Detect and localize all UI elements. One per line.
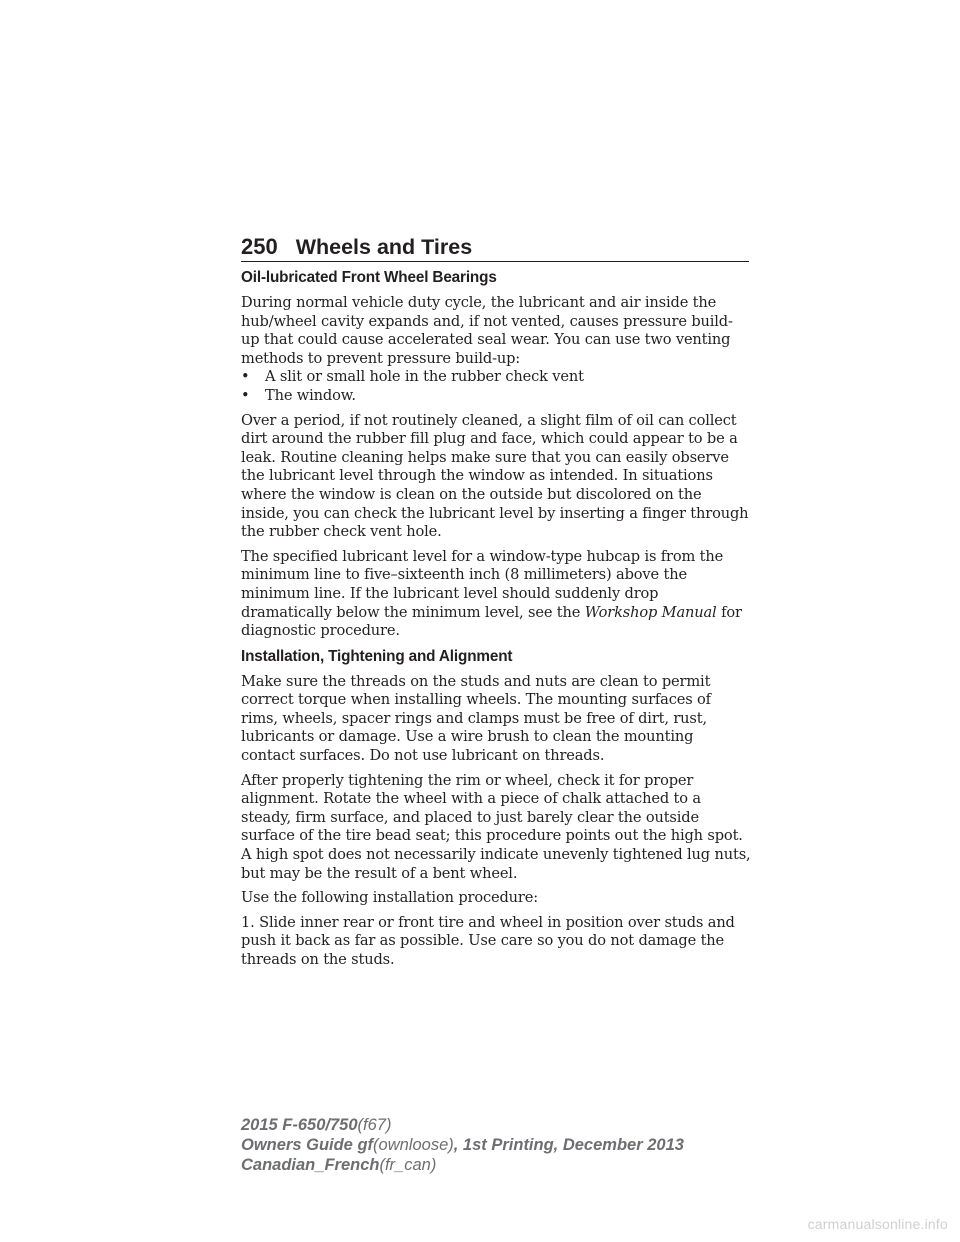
- section-title: Wheels and Tires: [295, 235, 473, 259]
- page-number: 250: [241, 234, 278, 259]
- footer-locale: (fr_can): [379, 1156, 437, 1174]
- heading-installation: Installation, Tightening and Alignment: [241, 647, 513, 665]
- paragraph: Over a period, if not routinely cleaned, a slight film of oil can collect dirt around the rubber fill plug and face, which could appear to be a leak. Routine cleaning helps make sure that you can easily observe the lubricant level through the window as intended. In situations where the window is clean on the outside but discolored on the inside, you can check the lubricant level by inserting a finger through the rubber check vent hole.: [241, 411, 749, 541]
- footer-printing: , 1st Printing, December 2013: [453, 1136, 684, 1154]
- list-item: [241, 368, 751, 387]
- footer-model: 2015 F-650/750: [241, 1116, 358, 1134]
- footer-binding: (ownloose): [373, 1136, 454, 1154]
- print-footer: [241, 1115, 684, 1175]
- page-content: [241, 268, 751, 976]
- paragraph: During normal vehicle duty cycle, the lubricant and air inside the hub/wheel cavity expands and, if not vented, causes pressure build-up that could cause accelerated seal wear. You can use two venting methods to prevent pressure build-up:: [241, 294, 733, 367]
- page-header: [241, 229, 749, 262]
- footer-line: [241, 1135, 684, 1155]
- heading-bearings: Oil-lubricated Front Wheel Bearings: [241, 269, 497, 286]
- paragraph: Make sure the threads on the studs and nuts are clean to permit correct torque when installing wheels. The mounting surfaces of rims, wheels, spacer rings and clamps must be free of dirt, rust, lubricants or damage. Use a wire brush to clean the mounting contact surfaces. Do not use lubricant on threads.: [241, 672, 711, 765]
- paragraph: [241, 548, 751, 641]
- paragraph: 1. Slide inner rear or front tire and wheel in position over studs and push it back as far as possible. Use care so you do not damage the threads on the studs.: [241, 913, 735, 968]
- footer-line: [241, 1155, 684, 1175]
- list-item-text: A slit or small hole in the rubber check vent: [265, 368, 584, 386]
- paragraph-text: for diagnostic procedure.: [241, 603, 742, 640]
- paragraph: After properly tightening the rim or wheel, check it for proper alignment. Rotate the wheel with a piece of chalk attached to a steady, firm surface, and placed to just barely clear the outside surface of the tire bead seat; this procedure points out the high spot. A high spot does not necessarily indicate unevenly tightened lug nuts, but may be the result of a bent wheel.: [241, 771, 751, 882]
- workshop-manual-reference: Workshop Manual: [584, 603, 717, 621]
- list-item: [241, 387, 751, 406]
- footer-code: (f67): [357, 1116, 392, 1134]
- footer-language: Canadian_French: [241, 1156, 380, 1174]
- footer-guide: Owners Guide gf: [241, 1136, 374, 1154]
- bullet-icon: •: [241, 368, 250, 386]
- paragraph: Use the following installation procedure:: [241, 889, 538, 907]
- paragraph-text: The specified lubricant level for a window-type hubcap is from the minimum line to five–sixteenth inch (8 millimeters) above the minimum line. If the lubricant level should suddenly drop dramatically below the minimum level, see the: [241, 547, 724, 621]
- bullet-list: [241, 368, 751, 405]
- bullet-icon: •: [241, 386, 250, 404]
- list-item-text: The window.: [265, 386, 356, 404]
- footer-line: [241, 1115, 684, 1135]
- watermark: carmanualsonline.info: [807, 1216, 948, 1232]
